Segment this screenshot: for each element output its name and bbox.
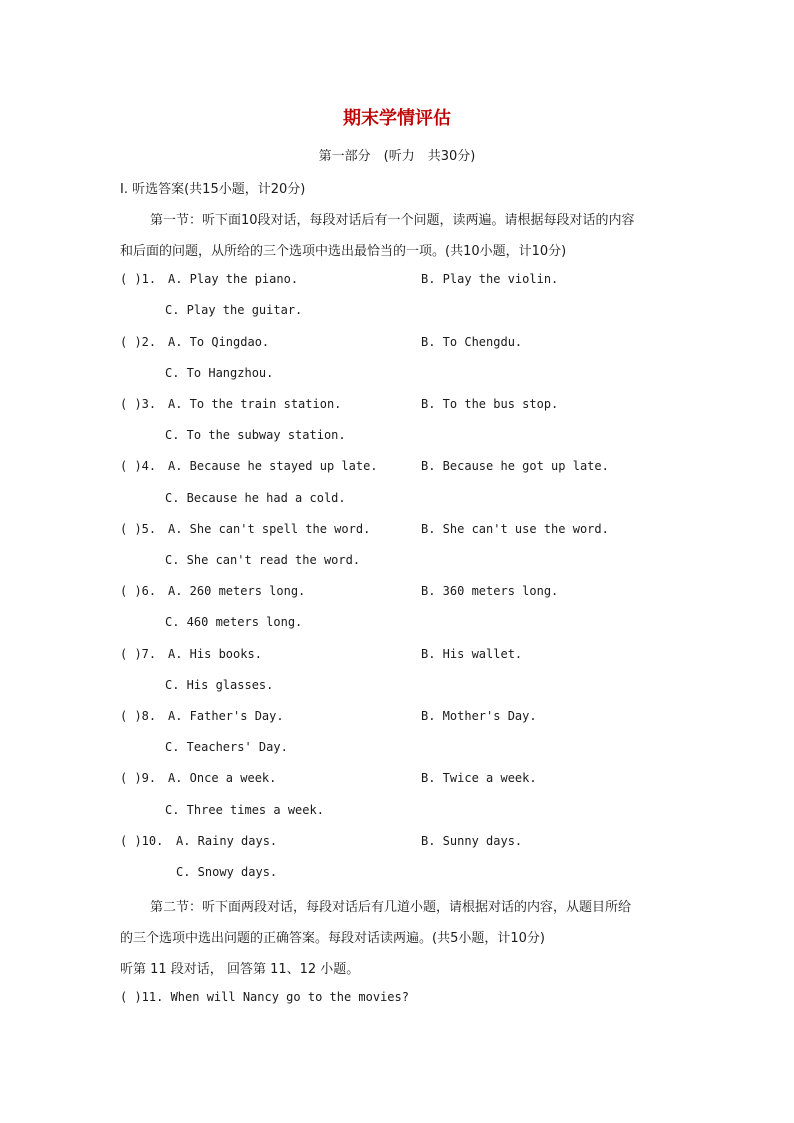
option-b: B. She can't use the word. xyxy=(421,522,609,536)
option-c: C. Teachers' Day. xyxy=(165,740,288,754)
dialog-intro: 听第 11 段对话， 回答第 11、12 小题。 xyxy=(120,962,360,977)
page-title: 期末学情评估 xyxy=(343,108,451,129)
section-subtitle: 第一部分 (听力 共30分) xyxy=(318,149,476,164)
question-11: ( )11. When will Nancy go to the movies? xyxy=(120,990,409,1004)
option-b: B. To the bus stop. xyxy=(421,397,559,411)
question-number: ( )9. xyxy=(120,771,157,785)
section-heading: Ⅰ. 听选答案(共15小题，计20分) xyxy=(120,182,306,197)
option-b: B. Twice a week. xyxy=(421,771,537,785)
option-c: C. His glasses. xyxy=(165,678,274,692)
option-b: B. Because he got up late. xyxy=(421,459,609,473)
option-a: A. 260 meters long. xyxy=(168,584,306,598)
option-a: A. Father's Day. xyxy=(168,709,284,723)
option-c: C. Play the guitar. xyxy=(165,303,303,317)
option-a: A. She can't spell the word. xyxy=(168,522,371,536)
question-number: ( )2. xyxy=(120,335,157,349)
question-number: ( )1. xyxy=(120,272,157,286)
option-b: B. 360 meters long. xyxy=(421,584,559,598)
option-c: C. She can't read the word. xyxy=(165,553,361,567)
option-a: A. To the train station. xyxy=(168,397,342,411)
option-c: C. To Hangzhou. xyxy=(165,366,274,380)
option-b: B. His wallet. xyxy=(421,647,523,661)
question-number: ( )3. xyxy=(120,397,157,411)
option-a: A. To Qingdao. xyxy=(168,335,270,349)
option-a: A. Rainy days. xyxy=(176,834,278,848)
question-number: ( )6. xyxy=(120,584,157,598)
option-a: A. Play the piano. xyxy=(168,272,299,286)
option-c: C. Three times a week. xyxy=(165,803,324,817)
option-b: B. Play the violin. xyxy=(421,272,559,286)
question-number: ( )4. xyxy=(120,459,157,473)
option-c: C. Snowy days. xyxy=(176,865,278,879)
question-number: ( )8. xyxy=(120,709,157,723)
question-number: ( )5. xyxy=(120,522,157,536)
part2-instruction-line2: 的三个选项中选出问题的正确答案。每段对话读两遍。(共5小题，计10分) xyxy=(120,931,545,946)
option-b: B. Mother's Day. xyxy=(421,709,537,723)
option-b: B. Sunny days. xyxy=(421,834,523,848)
part2-instruction-line1: 第二节：听下面两段对话，每段对话后有几道小题，请根据对话的内容，从题目所给 xyxy=(150,900,632,915)
option-a: A. Once a week. xyxy=(168,771,277,785)
option-c: C. 460 meters long. xyxy=(165,615,303,629)
option-a: A. Because he stayed up late. xyxy=(168,459,378,473)
option-a: A. His books. xyxy=(168,647,262,661)
option-c: C. To the subway station. xyxy=(165,428,346,442)
question-number: ( )7. xyxy=(120,647,157,661)
part1-instruction-line1: 第一节：听下面10段对话，每段对话后有一个问题，读两遍。请根据每段对话的内容 xyxy=(150,213,635,228)
part1-instruction-line2: 和后面的问题，从所给的三个选项中选出最恰当的一项。(共10小题，计10分) xyxy=(120,244,567,259)
question-number: ( )10. xyxy=(120,834,164,848)
option-b: B. To Chengdu. xyxy=(421,335,523,349)
option-c: C. Because he had a cold. xyxy=(165,491,346,505)
